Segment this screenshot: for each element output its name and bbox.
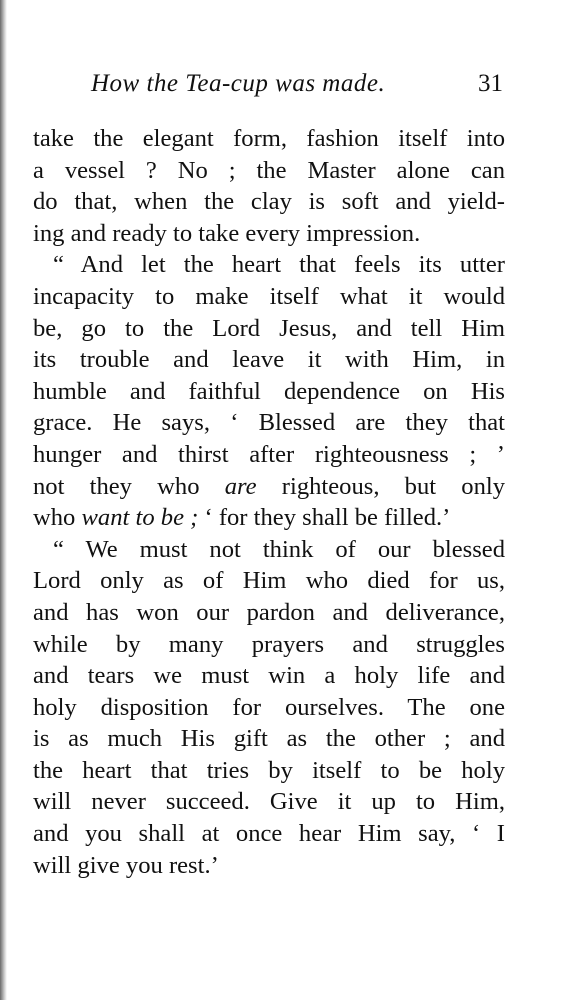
book-page [33,70,505,881]
text-segment: righteous, but only [281,472,506,500]
text-line: will give you rest.’ [33,851,219,879]
text-line: Lord only as of Him who died for us, [33,567,505,595]
text-line: hunger and thirst after righteousness ; ’ [33,440,505,468]
text-line: humble and faithful dependence on His [33,377,505,405]
running-header [33,70,505,114]
text-line: “ We must not think of our blessed [53,535,505,563]
text-segment: ‘ for they shall be filled.’ [204,504,451,532]
body-text [33,123,505,881]
text-line: and you shall at once hear Him say, ‘ I [33,820,505,848]
text-line: and has won our pardon and deliverance, [33,598,505,626]
text-line: do that, when the clay is soft and yield- [33,188,505,216]
emphasis-are: are [224,472,257,500]
text-line: take the elegant form, fashion itself into [33,125,505,152]
text-line: be, go to the Lord Jesus, and tell Him [33,314,505,342]
text-line: and tears we must win a holy life and [33,662,505,690]
text-segment: who [33,504,76,532]
text-line: a vessel ? No ; the Master alone can [33,156,505,184]
text-line: will never succeed. Give it up to Him, [33,788,505,816]
text-line: grace. He says, ‘ Blessed are they that [33,409,505,437]
text-line: is as much His gift as the other ; and [33,725,505,753]
page-number: 31 [478,70,503,97]
text-segment: not they who [33,472,200,500]
text-line: incapacity to make itself what it would [33,282,505,310]
text-line [33,502,505,534]
text-line: holy disposition for ourselves. The one [33,693,505,721]
page-edge-shadow [0,0,7,1000]
emphasis-want-to-be: want to be ; [81,504,199,532]
text-line: “ And let the heart that feels its utter [53,251,505,279]
running-title: How the Tea-cup was made. [91,70,386,97]
text-line: the heart that tries by itself to be holy [33,756,505,784]
text-line: ing and ready to take every impression. [33,219,421,247]
text-line: while by many prayers and struggles [33,630,505,658]
text-line [33,471,505,503]
text-line: its trouble and leave it with Him, in [33,346,505,374]
